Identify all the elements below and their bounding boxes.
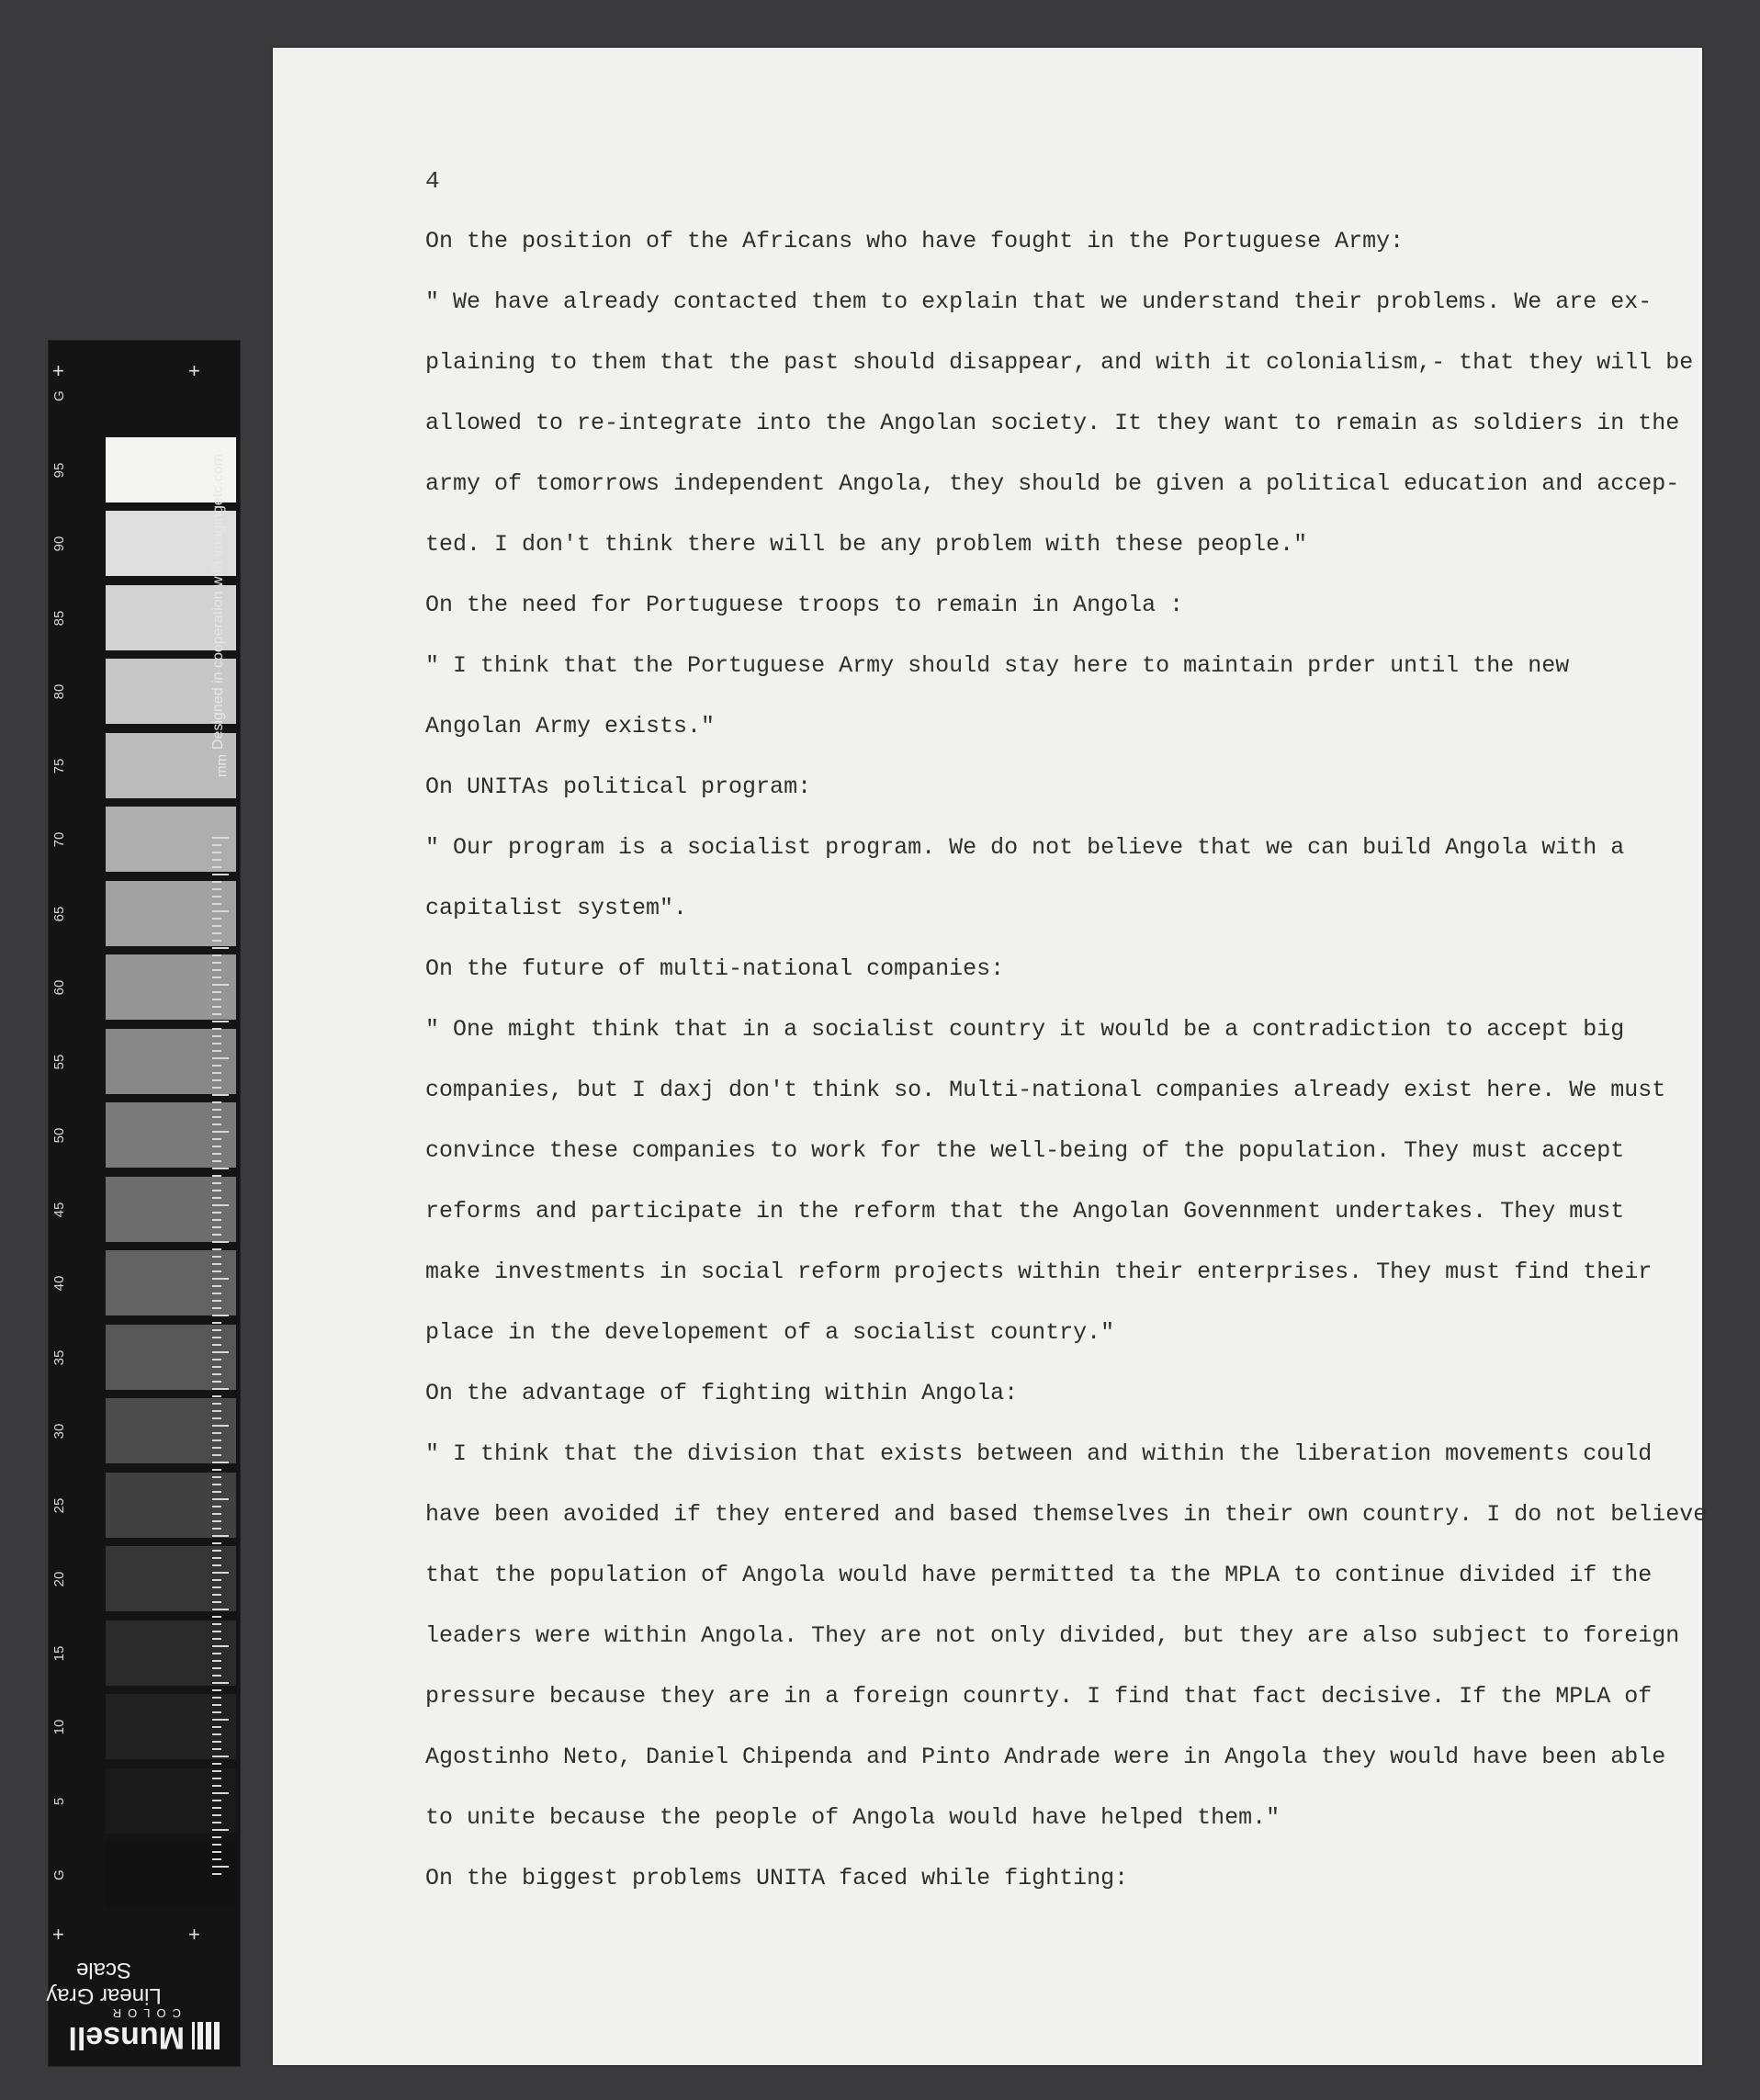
- gray-patch-label: 75: [51, 758, 67, 773]
- document-line: ted. I don't think there will be any problem with these people.": [425, 531, 1308, 558]
- gray-patch-label: 95: [51, 462, 67, 478]
- gray-patch-label: 70: [51, 831, 67, 848]
- document-line: to unite because the people of Angola would have helped them.": [425, 1804, 1281, 1831]
- document-line: reforms and participate in the reform that the Angolan Govennment undertakes. They must: [425, 1198, 1625, 1225]
- gray-patch-label: G: [51, 1869, 67, 1880]
- gray-patch-label: 50: [51, 1127, 67, 1144]
- document-line: plaining to them that the past should disappear, and with it colonialism,- that they will be: [425, 349, 1694, 376]
- registration-mark-top-left: +: [52, 359, 64, 382]
- document-line: On the position of the Africans who have fought in the Portuguese Army:: [425, 228, 1405, 254]
- gray-patch-label: 45: [51, 1202, 67, 1217]
- mm-ruler-major-ticks: [212, 837, 232, 1875]
- munsell-grid-icon: [192, 2022, 220, 2049]
- document-body: [425, 211, 1708, 1909]
- document-line: pressure because they are in a foreign counrty. I find that fact decisive. If the MPLA of: [425, 1683, 1653, 1710]
- gray-patch-label: G: [51, 390, 67, 401]
- gray-patch: [106, 363, 236, 428]
- document-line: convince these companies to work for the well-being of the population. They must accept: [425, 1137, 1625, 1164]
- document-line: " One might think that in a socialist country it would be a contradiction to accept big: [425, 1016, 1625, 1043]
- gray-patch-label: 40: [51, 1275, 67, 1292]
- gray-patch-label: 15: [51, 1645, 67, 1661]
- document-line: On the need for Portuguese troops to remain in Angola :: [425, 592, 1184, 618]
- document-line: On the biggest problems UNITA faced while fighting:: [425, 1865, 1129, 1891]
- document-line: " I think that the division that exists between and within the liberation movements could: [425, 1440, 1653, 1467]
- registration-mark-bottom-right: +: [188, 1923, 200, 1946]
- document-line: place in the developement of a socialist country.": [425, 1319, 1115, 1346]
- ruler-unit-label: mm: [214, 754, 230, 777]
- gray-patch-label: 20: [51, 1571, 67, 1587]
- document-line: that the population of Angola would have permitted ta the MPLA to continue divided if the: [425, 1562, 1653, 1588]
- card-side-text: Designed in cooperation with imagingetc.com: [210, 454, 226, 750]
- document-line: have been avoided if they entered and based themselves in their own country. I do not believe: [425, 1501, 1708, 1528]
- gray-patch-label: 85: [51, 610, 67, 626]
- gray-patch-label: 80: [51, 683, 67, 700]
- registration-mark-top-right: +: [188, 359, 200, 382]
- munsell-logo: Munsell COLOR: [67, 2004, 223, 2059]
- document-line: allowed to re-integrate into the Angolan society. It they want to remain as soldiers in the: [425, 410, 1680, 436]
- document-line: Angolan Army exists.": [425, 713, 716, 740]
- gray-patch-label: 90: [51, 536, 67, 552]
- registration-mark-bottom-left: +: [52, 1923, 64, 1946]
- document-line: " Our program is a socialist program. We do not believe that we can build Angola with a: [425, 834, 1625, 861]
- document-line: companies, but I daxj don't think so. Multi-national companies already exist here. We must: [425, 1077, 1666, 1103]
- gray-scale-calibration-card: [48, 340, 241, 2067]
- document-line: capitalist system".: [425, 895, 688, 921]
- gray-patch-label: 5: [51, 1797, 67, 1805]
- gray-patch-label: 60: [51, 979, 67, 996]
- document-line: " We have already contacted them to explain that we understand their problems. We are ex-: [425, 288, 1653, 315]
- scale-name-label: Linear Gray Scale: [46, 1958, 162, 2008]
- document-line: " I think that the Portuguese Army should stay here to maintain prder until the new: [425, 652, 1570, 679]
- document-line: make investments in social reform projects within their enterprises. They must find their: [425, 1259, 1653, 1285]
- gray-patch-label: 30: [51, 1423, 67, 1440]
- gray-patch-label: 25: [51, 1497, 67, 1513]
- document-line: army of tomorrows independent Angola, they should be given a political education and accep-: [425, 470, 1680, 497]
- document-line: Agostinho Neto, Daniel Chipenda and Pinto Andrade were in Angola they would have been able: [425, 1744, 1666, 1770]
- document-line: On the future of multi-national companies:: [425, 955, 1005, 982]
- gray-patch-label: 35: [51, 1349, 67, 1365]
- document-line: On UNITAs political program:: [425, 773, 812, 800]
- gray-patch-label: 65: [51, 906, 67, 921]
- page-number: 4: [425, 167, 440, 195]
- gray-patch-label: 10: [51, 1719, 67, 1735]
- document-line: On the advantage of fighting within Angola:: [425, 1380, 1019, 1406]
- document-line: leaders were within Angola. They are not only divided, but they are also subject to foreign: [425, 1622, 1680, 1649]
- gray-patch-label: 55: [51, 1054, 67, 1069]
